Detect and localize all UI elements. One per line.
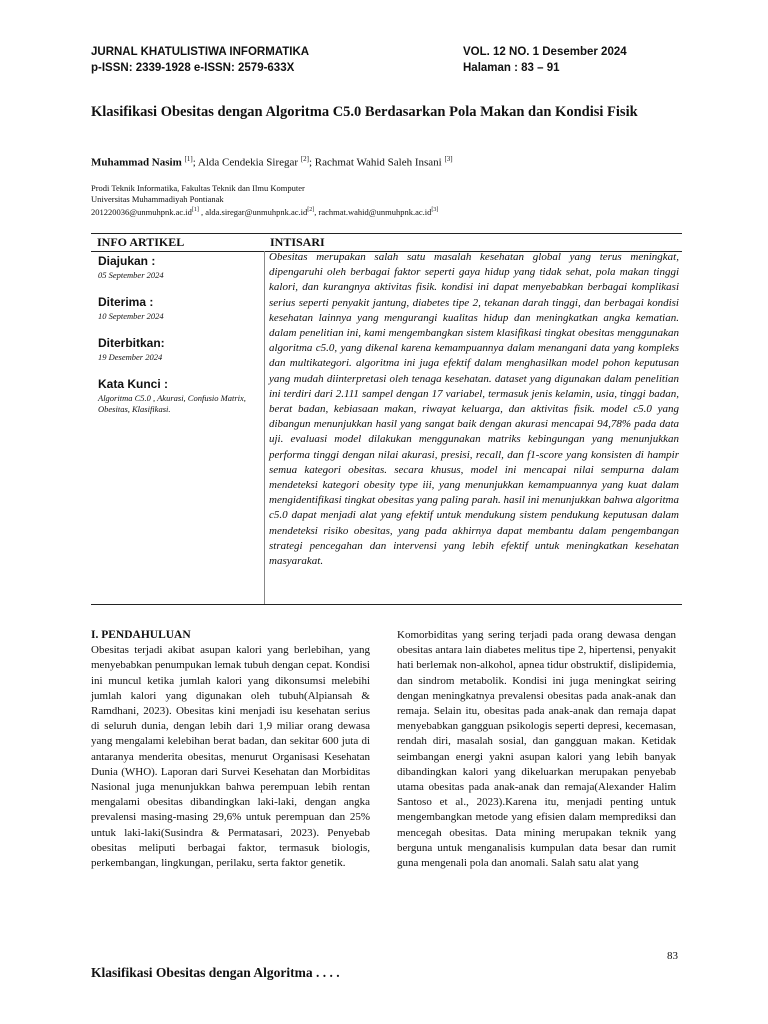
running-footer: Klasifikasi Obesitas dengan Algoritma . . . .	[91, 965, 340, 980]
journal-pages: Halaman : 83 – 91	[463, 62, 560, 74]
abstract-text: Obesitas merupakan salah satu masalah kesehatan global yang terus meningkat, dipengaruhi oleh berbagai faktor seperti gaya hidup yang tidak sehat, pola makan tinggi kalori, dan kurangnya aktivitas fisik. kondisi ini dapat menyebabkan berbagai komplikasi serius seperti penyakit jantung, diabetes tipe 2, tekanan darah tinggi, dan berbagai kondisi kesehatan lainnya yang mengurangi kualitas hidup dan meningkatkan angka kematian. dalam penelitian ini, kami mengembangkan sistem klasifikasi tingkat obesitas menggunakan algoritma c5.0, yang dikenal karena kemampuannya dalam menangani data yang kompleks dan multikategori. algoritma ini juga efektif dalam menghasilkan model pohon keputusan yang mudah diinterpretasi oleh tenaga kesehatan. dataset yang digunakan dalam penelitian ini terdiri dari 2.111 sampel dengan 17 variabel, termasuk jenis kelamin, usia, tinggi badan, berat badan, kebiasaan makan, riwayat keluarga, dan aktivitas fisik. model c5.0 yang dibangun menunjukkan hasil yang sangat baik dengan akurasi mencapai 94,78% pada data uji. evaluasi model dilakukan menggunakan matriks kebingungan yang menunjukkan performa tinggi dengan nilai akurasi, presisi, recall, dan f1-score yang konsisten di hampir semua kategori obesitas. secara khusus, model ini mencapai nilai sempurna dalam mendeteksi kategori obesity type iii, yang menunjukkan kemampuannya yang kuat dalam mengidentifikasi tingkat obesitas yang paling parah. hasil ini menunjukkan bahwa algoritma c5.0 dapat menjadi alat yang efektif untuk mendukung sistem pendukung keputusan dalam mendeteksi risiko obesitas, yang pada akhirnya dapat membantu dalam pengembangan strategi pencegahan dan intervensi yang lebih efektif untuk meningkatkan kesehatan masyarakat.	[269, 251, 679, 568]
affiliation	[91, 183, 438, 218]
intisari-heading: INTISARI	[270, 235, 325, 249]
author-1: Muhammad Nasim	[91, 156, 182, 169]
author-3: ; Rachmat Wahid Saleh Insani	[309, 156, 442, 169]
published-date: 19 Desember 2024	[98, 352, 163, 362]
accepted-date: 10 September 2024	[98, 311, 164, 321]
affiliation-university: Universitas Muhammadiyah Pontianak	[91, 194, 224, 204]
journal-volume: VOL. 12 NO. 1 Desember 2024	[463, 46, 627, 58]
article-box-divider	[264, 251, 265, 604]
page-number: 83	[667, 950, 678, 962]
keywords: Algoritma C5.0 , Akurasi, Confusio Matrix, Obesitas, Klasifikasi.	[98, 393, 246, 414]
journal-name: JURNAL KHATULISTIWA INFORMATIKA	[91, 46, 310, 58]
journal-header	[91, 44, 309, 76]
email-3-ref: [3]	[431, 207, 439, 213]
body-column-right	[397, 628, 676, 871]
info-artikel-heading: INFO ARTIKEL	[97, 235, 185, 249]
journal-issn: p-ISSN: 2339-1928 e-ISSN: 2579-633X	[91, 62, 295, 74]
body-paragraph-left: Obesitas terjadi akibat asupan kalori yang berlebihan, yang menyebabkan penumpukan lemak tubuh dengan cepat. Kondisi ini muncul ketika jumlah kalori yang dikonsumsi melebihi jumlah kalori yang digunakan oleh tubuh(Alpiansah & Ramdhani, 2023). Obesitas kini menjadi isu kesehatan serius di seluruh dunia, dengan lebih dari 1,9 miliar orang dewasa yang mengalami kelebihan berat badan, dan sekitar 600 juta di antaranya menderita obesitas, menurut Organisasi Kesehatan Dunia (WHO). Laporan dari Survei Kesehatan dan Morbiditas Nasional juga menunjukkan bahwa perempuan lebih rentan mengalami obesitas dibandingkan laki-laki, dengan angka prevalensi masing-masing 29,6% untuk perempuan dan 25% untuk laki-laki(Susindra & Permatasari, 2023). Penyebab obesitas meliputi berbagai faktor, termasuk biologis, perkembangan, lingkungan, perilaku, serta faktor genetik.	[91, 644, 370, 870]
affiliation-department: Prodi Teknik Informatika, Fakultas Teknik dan Ilmu Komputer	[91, 183, 305, 193]
email-2-ref: [2]	[307, 207, 315, 213]
email-2: , alda.siregar@unmuhpnk.ac.id	[198, 206, 308, 217]
article-box-top-rule	[91, 233, 682, 234]
issue-header	[463, 44, 627, 76]
section-title: I. PENDAHULUAN	[91, 629, 191, 641]
author-emails	[91, 205, 438, 218]
author-1-ref: [1]	[184, 155, 193, 163]
submitted-date: 05 September 2024	[98, 270, 164, 280]
email-1-ref: [1]	[191, 207, 199, 213]
paper-title: Klasifikasi Obesitas dengan Algoritma C5.0 Berdasarkan Pola Makan dan Kondisi Fisik	[91, 104, 638, 120]
article-info	[98, 254, 258, 429]
keywords-label: Kata Kunci :	[98, 377, 169, 391]
article-box-bottom-rule	[91, 604, 682, 605]
author-list	[91, 155, 453, 169]
published-label: Diterbitkan:	[98, 336, 165, 350]
body-column-left	[91, 628, 370, 871]
email-3: , rachmat.wahid@unmuhpnk.ac.id	[314, 206, 432, 217]
author-2-ref: [2]	[300, 155, 309, 163]
author-3-ref: [3]	[444, 155, 453, 163]
submitted-label: Diajukan :	[98, 254, 156, 268]
body-paragraph-right: Komorbiditas yang sering terjadi pada orang dewasa dengan obesitas antara lain diabetes melitus tipe 2, hipertensi, penyakit hati berlemak non-alkohol, apnea tidur obstruktif, dislipidemia, dan sindrom metabolik. Kondisi ini juga meningkat seiring dengan meningkatnya prevalensi obesitas pada anak-anak dan remaja. Selain itu, obesitas pada anak-anak dan remaja dapat menyebabkan gangguan psikologis seperti depresi, kecemasan, rendah diri, masalah sosial, dan gangguan makan. Ketidak seimbangan energi yakni asupan kalori yang lebih banyak dibandingkan kalori yang dikeluarkan merupakan penyebab utama obesitas pada anak-anak dan remaja(Alexander Halim Santoso et al., 2023).Karena itu, menjadi penting untuk mengembangkan metode yang efisien dalam memprediksi dan mencegah obesitas. Data mining merupakan teknik yang berguna untuk menganalisis kumpulan data besar dan rumit guna mengenali pola dan anomali. Salah satu alat yang	[397, 629, 676, 870]
author-2: ; Alda Cendekia Siregar	[192, 156, 299, 169]
accepted-label: Diterima :	[98, 295, 154, 309]
email-1: 201220036@unmuhpnk.ac.id	[91, 206, 192, 217]
